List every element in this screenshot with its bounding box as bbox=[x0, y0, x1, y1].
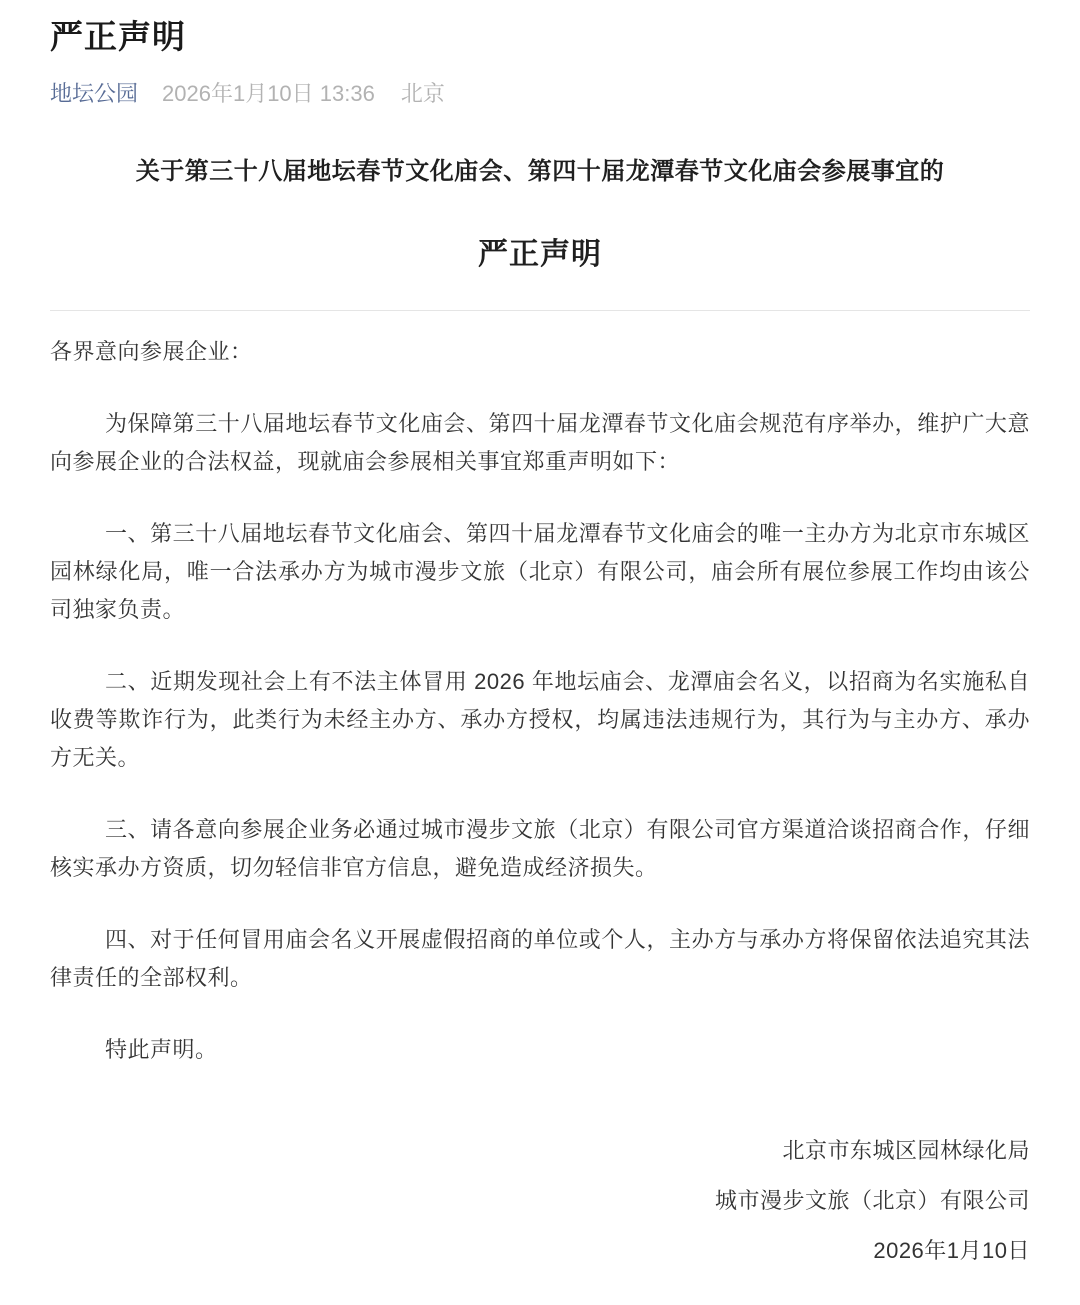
article-paragraph: 为保障第三十八届地坛春节文化庙会、第四十届龙潭春节文化庙会规范有序举办，维护广大意向参展企业的合法权益，现就庙会参展相关事宜郑重声明如下： bbox=[50, 411, 1030, 474]
salutation: 各界意向参展企业： bbox=[50, 339, 253, 364]
article-headline: 关于第三十八届地坛春节文化庙会、第四十届龙潭春节文化庙会参展事宜的 bbox=[135, 158, 945, 185]
signature-org-2: 城市漫步文旅（北京）有限公司 bbox=[714, 1188, 1030, 1213]
signature-block bbox=[50, 1132, 1030, 1270]
account-link[interactable]: 地坛公园 bbox=[50, 81, 139, 106]
page-title: 严正声明 bbox=[50, 18, 186, 55]
article-paragraph: 一、第三十八届地坛春节文化庙会、第四十届龙潭春节文化庙会的唯一主办方为北京市东城区园林绿化局，唯一合法承办方为城市漫步文旅（北京）有限公司，庙会所有展位参展工作均由该公司独家负责。 bbox=[50, 521, 1030, 622]
publish-location: 北京 bbox=[400, 81, 445, 106]
article-paragraph: 二、近期发现社会上有不法主体冒用 2026 年地坛庙会、龙潭庙会名义，以招商为名实施私自收费等欺诈行为，此类行为未经主办方、承办方授权，均属违法违规行为，其行为与主办方、承办方无关。 bbox=[50, 669, 1030, 770]
article-body bbox=[50, 333, 1030, 1270]
article-paragraph: 三、请各意向参展企业务必通过城市漫步文旅（北京）有限公司官方渠道洽谈招商合作，仔细核实承办方资质，切勿轻信非官方信息，避免造成经济损失。 bbox=[50, 817, 1030, 880]
closing-statement: 特此声明。 bbox=[105, 1037, 218, 1062]
publish-datetime: 2026年1月10日 13:36 bbox=[162, 81, 375, 106]
divider bbox=[50, 310, 1030, 311]
signature-date: 2026年1月10日 bbox=[873, 1238, 1030, 1263]
article-subtitle: 严正声明 bbox=[478, 238, 602, 271]
article-meta bbox=[50, 78, 1030, 110]
article-paragraph: 四、对于任何冒用庙会名义开展虚假招商的单位或个人，主办方与承办方将保留依法追究其法律责任的全部权利。 bbox=[50, 927, 1030, 990]
signature-org-1: 北京市东城区园林绿化局 bbox=[782, 1138, 1030, 1163]
